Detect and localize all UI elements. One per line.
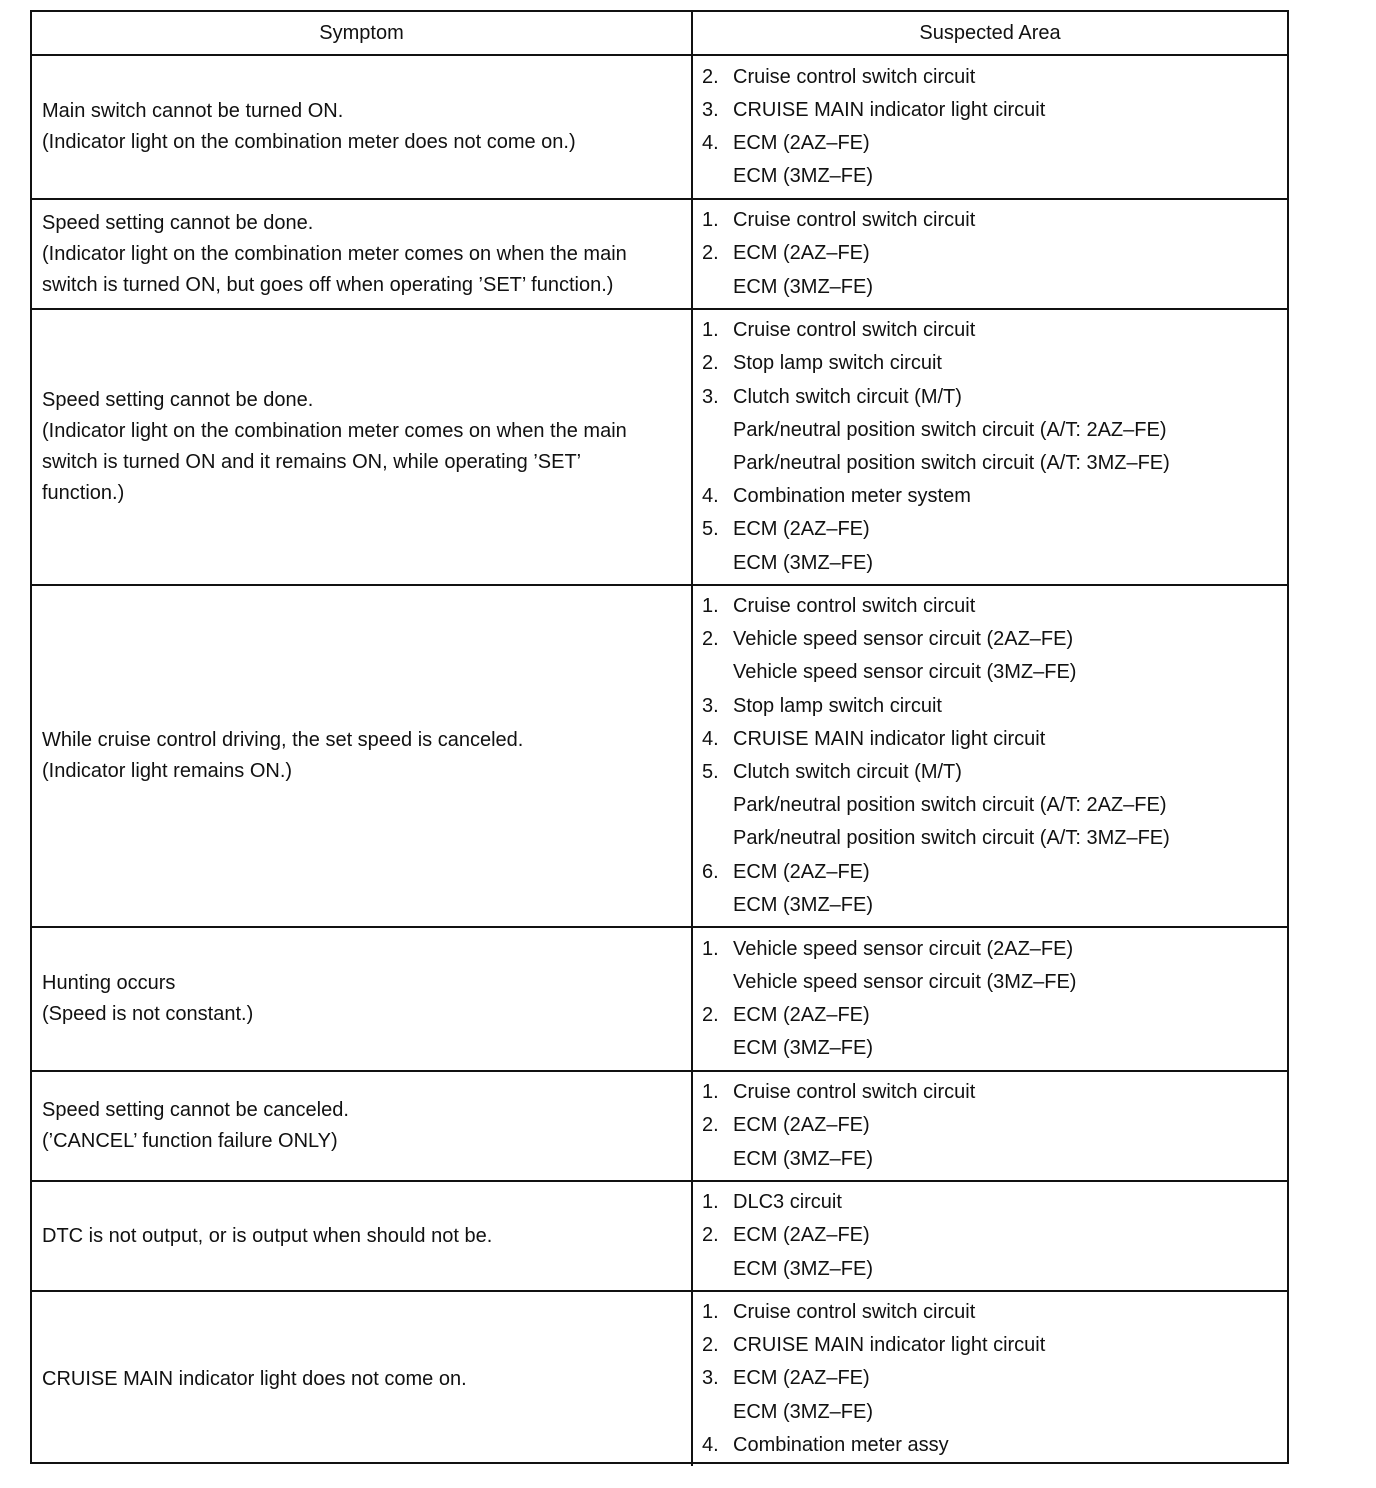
suspected-area-item (702, 822, 1277, 855)
column-divider (691, 586, 693, 926)
suspected-area-item (702, 480, 1277, 513)
suspected-area-item (702, 1296, 1277, 1329)
item-text: CRUISE MAIN indicator light circuit (733, 727, 1046, 750)
item-text: CRUISE MAIN indicator light circuit (733, 1334, 1046, 1357)
item-text: Park/neutral position switch circuit (A/T: 3MZ–FE) (733, 827, 1170, 850)
table-row (32, 1292, 1287, 1466)
suspected-area-cell (702, 200, 1277, 308)
item-text: Park/neutral position switch circuit (A/T: 3MZ–FE) (733, 452, 1170, 474)
suspected-area-item (702, 271, 1277, 304)
suspected-area-item (702, 966, 1277, 999)
item-text: Vehicle speed sensor circuit (2AZ–FE) (733, 628, 1074, 651)
suspected-area-item (702, 94, 1277, 127)
suspected-area-item (702, 1186, 1277, 1219)
suspected-area-item (702, 61, 1277, 94)
item-text: Cruise control switch circuit (733, 65, 976, 88)
item-number: 1. (702, 595, 719, 618)
suspected-area-item (702, 414, 1277, 447)
item-text: Vehicle speed sensor circuit (2AZ–FE) (733, 937, 1074, 960)
column-divider (691, 310, 693, 584)
item-text: Cruise control switch circuit (733, 595, 976, 618)
symptom-cell (42, 1072, 682, 1180)
suspected-area-item (702, 513, 1277, 546)
symptom-text: Speed setting cannot be canceled. (42, 1099, 349, 1121)
item-number: 3. (702, 694, 719, 717)
item-text: ECM (2AZ–FE) (733, 518, 870, 541)
item-text: Combination meter assy (733, 1433, 949, 1456)
column-divider (691, 56, 693, 198)
item-number: 2. (702, 628, 719, 651)
item-text: ECM (2AZ–FE) (733, 1367, 870, 1390)
suspected-area-item (702, 1429, 1277, 1462)
symptom-text: Hunting occurs (42, 972, 176, 994)
suspected-area-cell (702, 1072, 1277, 1180)
symptom-text: (Speed is not constant.) (42, 1003, 254, 1025)
item-text: ECM (2AZ–FE) (733, 1224, 870, 1247)
symptom-cell (42, 56, 682, 198)
item-text: Cruise control switch circuit (733, 1301, 976, 1324)
suspected-area-item (702, 1329, 1277, 1362)
item-text: CRUISE MAIN indicator light circuit (733, 98, 1046, 121)
item-number: 4. (702, 132, 719, 154)
suspected-area-item (702, 789, 1277, 822)
item-text: ECM (2AZ–FE) (733, 1114, 870, 1137)
item-text: ECM (2AZ–FE) (733, 242, 870, 265)
item-text: ECM (3MZ–FE) (733, 1257, 873, 1280)
header-symptom: Symptom (319, 21, 404, 44)
suspected-area-item (702, 160, 1277, 193)
item-number: 5. (702, 761, 719, 783)
column-divider (691, 928, 693, 1070)
item-number: 2. (702, 1114, 719, 1137)
item-number: 5. (702, 518, 719, 541)
item-text: DLC3 circuit (733, 1191, 842, 1214)
suspected-area-item (702, 1253, 1277, 1286)
suspected-area-cell (702, 1182, 1277, 1290)
symptom-cell (42, 1292, 682, 1466)
suspected-area-item (702, 1032, 1277, 1065)
item-number: 4. (702, 727, 719, 750)
symptom-text: (Indicator light on the combination meter comes on when the main (42, 242, 627, 265)
item-text: Cruise control switch circuit (733, 1081, 976, 1104)
symptom-text: (’CANCEL’ function failure ONLY) (42, 1130, 338, 1152)
symptom-text: DTC is not output, or is output when should not be. (42, 1224, 493, 1247)
suspected-area-item (702, 347, 1277, 380)
item-text: Vehicle speed sensor circuit (3MZ–FE) (733, 661, 1077, 684)
suspected-area-item (702, 204, 1277, 237)
item-number: 1. (702, 1081, 719, 1104)
item-number: 3. (702, 385, 719, 408)
symptom-text: switch is turned ON, but goes off when operating ’SET’ function.) (42, 273, 614, 296)
item-number: 2. (702, 65, 719, 88)
suspected-area-item (702, 447, 1277, 480)
suspected-area-cell (702, 928, 1277, 1070)
suspected-area-cell (702, 310, 1277, 584)
item-text: ECM (2AZ–FE) (733, 860, 870, 883)
symptom-text: Main switch cannot be turned ON. (42, 100, 344, 122)
item-text: Clutch switch circuit (M/T) (733, 761, 962, 783)
item-text: ECM (3MZ–FE) (733, 1037, 873, 1060)
suspected-area-item (702, 381, 1277, 414)
item-text: ECM (2AZ–FE) (733, 132, 870, 154)
symptom-text: Speed setting cannot be done. (42, 211, 314, 234)
table-row (32, 310, 1287, 586)
table-row (32, 56, 1287, 200)
symptom-cell (42, 1182, 682, 1290)
item-number: 2. (702, 1004, 719, 1026)
symptom-cell (42, 200, 682, 308)
suspected-area-item (702, 889, 1277, 922)
symptom-text: While cruise control driving, the set speed is canceled. (42, 729, 524, 751)
item-number: 1. (702, 319, 719, 342)
table-header-row (32, 12, 1287, 56)
suspected-area-item (702, 690, 1277, 723)
column-divider (691, 1292, 693, 1466)
symptom-text: function.) (42, 482, 125, 504)
item-number: 4. (702, 1433, 719, 1456)
symptom-text: (Indicator light remains ON.) (42, 760, 293, 782)
item-number: 2. (702, 1334, 719, 1357)
table-row (32, 200, 1287, 310)
item-number: 3. (702, 1367, 719, 1390)
item-text: ECM (3MZ–FE) (733, 893, 873, 916)
suspected-area-cell (702, 586, 1277, 926)
item-number: 1. (702, 1301, 719, 1324)
column-divider (691, 1182, 693, 1290)
symptom-text: Speed setting cannot be done. (42, 389, 314, 411)
suspected-area-item (702, 127, 1277, 160)
suspected-area-item (702, 1143, 1277, 1176)
item-number: 1. (702, 1191, 719, 1214)
table-row (32, 1182, 1287, 1292)
suspected-area-item (702, 1362, 1277, 1395)
table-row (32, 586, 1287, 928)
table-row (32, 928, 1287, 1072)
item-text: Cruise control switch circuit (733, 319, 976, 342)
suspected-area-item (702, 933, 1277, 966)
suspected-area-item (702, 314, 1277, 347)
item-text: Clutch switch circuit (M/T) (733, 385, 962, 408)
suspected-area-item (702, 756, 1277, 789)
suspected-area-item (702, 856, 1277, 889)
symptom-text: (Indicator light on the combination meter comes on when the main (42, 420, 627, 442)
symptom-cell (42, 310, 682, 584)
column-divider (691, 200, 693, 308)
item-text: Park/neutral position switch circuit (A/T: 2AZ–FE) (733, 418, 1167, 441)
item-text: ECM (3MZ–FE) (733, 551, 873, 574)
suspected-area-item (702, 590, 1277, 623)
item-text: ECM (3MZ–FE) (733, 1400, 873, 1423)
item-number: 6. (702, 860, 719, 883)
item-text: ECM (3MZ–FE) (733, 1147, 873, 1170)
suspected-area-item (702, 1396, 1277, 1429)
symptom-text: switch is turned ON and it remains ON, while operating ’SET’ (42, 451, 582, 473)
suspected-area-item (702, 1109, 1277, 1142)
table-row (32, 1072, 1287, 1182)
item-text: Stop lamp switch circuit (733, 352, 942, 375)
item-text: Combination meter system (733, 485, 971, 508)
item-number: 3. (702, 98, 719, 121)
item-text: Park/neutral position switch circuit (A/T: 2AZ–FE) (733, 794, 1167, 817)
symptom-cell (42, 928, 682, 1070)
item-text: Stop lamp switch circuit (733, 694, 942, 717)
header-suspected-area: Suspected Area (919, 21, 1061, 44)
suspected-area-item (702, 1219, 1277, 1252)
item-number: 2. (702, 352, 719, 375)
item-number: 1. (702, 209, 719, 232)
column-divider (691, 1072, 693, 1180)
suspected-area-item (702, 723, 1277, 756)
item-number: 1. (702, 937, 719, 960)
symptom-cell (42, 586, 682, 926)
symptom-text: CRUISE MAIN indicator light does not come on. (42, 1367, 467, 1390)
item-number: 4. (702, 485, 719, 508)
item-number: 2. (702, 1224, 719, 1247)
item-text: ECM (3MZ–FE) (733, 275, 873, 298)
item-text: Cruise control switch circuit (733, 209, 976, 232)
item-text: ECM (3MZ–FE) (733, 165, 873, 188)
suspected-area-item (702, 1076, 1277, 1109)
suspected-area-item (702, 999, 1277, 1032)
suspected-area-item (702, 237, 1277, 270)
troubleshooting-table (30, 10, 1289, 1464)
item-text: Vehicle speed sensor circuit (3MZ–FE) (733, 970, 1077, 993)
suspected-area-item (702, 547, 1277, 580)
suspected-area-item (702, 623, 1277, 656)
suspected-area-cell (702, 56, 1277, 198)
item-text: ECM (2AZ–FE) (733, 1004, 870, 1026)
suspected-area-item (702, 656, 1277, 689)
item-number: 2. (702, 242, 719, 265)
suspected-area-cell (702, 1292, 1277, 1466)
symptom-text: (Indicator light on the combination meter does not come on.) (42, 131, 576, 153)
